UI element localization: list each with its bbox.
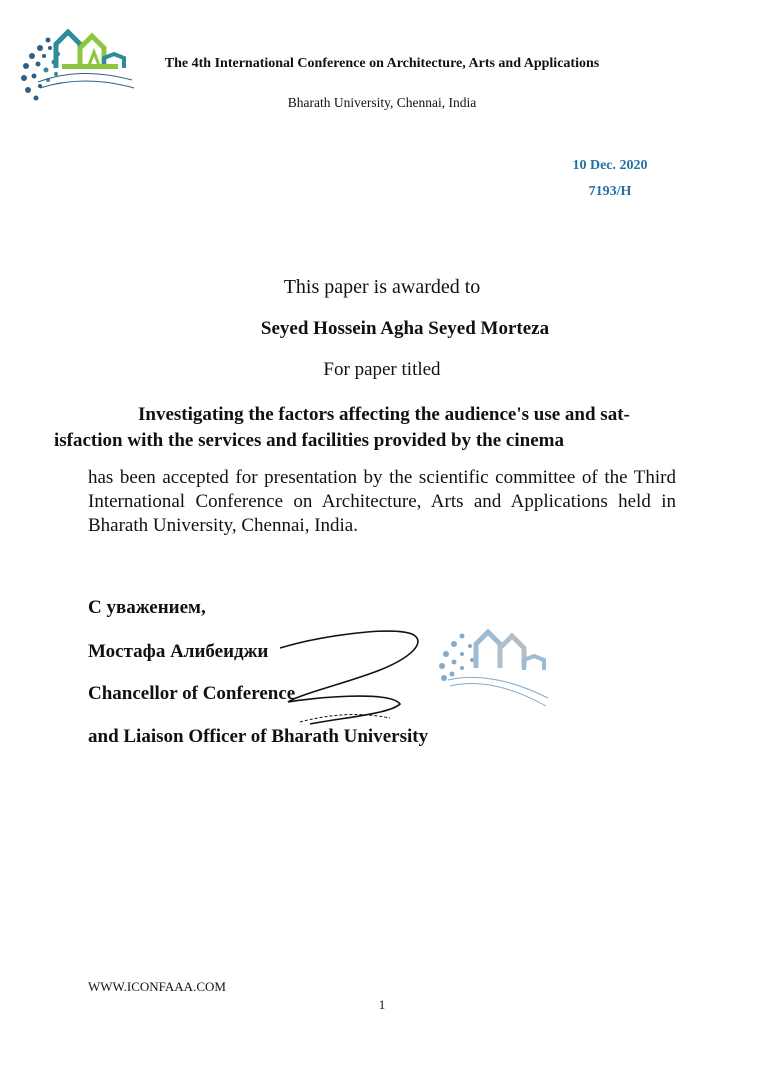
signature-icon	[240, 618, 430, 728]
page-number: 1	[378, 997, 386, 1012]
certificate-date: 10 Dec. 2020	[572, 158, 648, 173]
signer-role-line-2: and Liaison Officer of Bharath University	[88, 726, 429, 747]
paper-title	[54, 402, 678, 454]
greeting: С уважением,	[88, 597, 206, 618]
signer-role-line-1: Chancellor of Conference	[88, 683, 296, 704]
for-paper-label: For paper titled	[323, 359, 441, 380]
paper-title-line-1: Investigating the factors affecting the audience's use and sat-	[138, 404, 630, 425]
conference-title: The 4th International Conference on Architecture, Arts and Applications	[164, 56, 600, 71]
acceptance-paragraph: has been accepted for presentation by the scientific committee of the Third International Conference on Architecture, Arts and Applications held in Bharath University, Chennai, India.	[88, 467, 676, 536]
website-url: WWW.ICONFAAA.COM	[88, 979, 226, 994]
conference-location: Bharath University, Chennai, India	[287, 95, 477, 110]
recipient-name: Seyed Hossein Agha Seyed Morteza	[260, 318, 550, 339]
paper-title-line-2: isfaction with the services and facilities provided by the cinema	[54, 430, 564, 451]
conference-stamp-icon	[432, 618, 552, 713]
awarded-to-label: This paper is awarded to	[283, 276, 481, 298]
signer-name: Мостафа Алибеиджи	[88, 641, 269, 662]
reference-number: 7193/H	[588, 184, 632, 199]
